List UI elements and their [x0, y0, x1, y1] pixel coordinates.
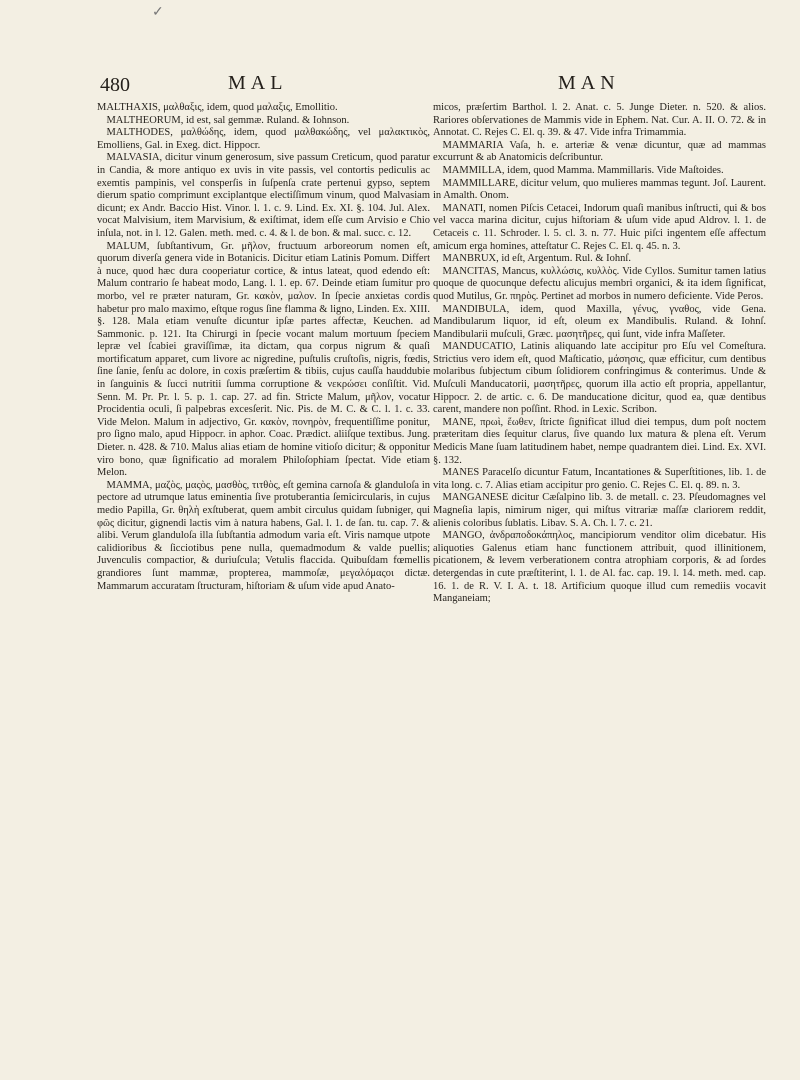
- entry-mancitas: MANCITAS, Mancus, κυλλώσις, κυλλὸς. Vide Cyllos. Sumitur tamen latius quoque de quocunque defectu alicujus membri organici, & ita idem ſignificat, quod Mutilus, Gr. πηρὸς. Pertinet ad morbos in numero deficiente. Vide Peros.: [433, 265, 766, 302]
- pencil-check-mark: ✓: [152, 5, 164, 20]
- entry-mammillare: MAMMILLARE, dicitur velum, quo mulieres mammas tegunt. Joſ. Laurent. in Amalth. Onom.: [433, 177, 766, 202]
- entry-mandibula: MANDIBULA, idem, quod Maxilla, γένυς, γναθος, vide Gena. Mandibularum liquor, id eſt, oleum ex Mandibulis. Ruland. & Iohnſ. Mandibularii muſculi, Græc. μασητῆρες, qui ſunt, vide infra Maſſeter.: [433, 303, 766, 340]
- entry-malthodes: MALTHODES, μαλθώδης, idem, quod μαλθακώδης, vel μαλακτικὸς, Emolliens, Gal. in Exeg. dict. Hippocr.: [97, 127, 430, 151]
- running-head-right: MAN: [558, 72, 620, 94]
- entry-mammilla: MAMMILLA, idem, quod Mamma. Mammillaris. Vide Maſtoides.: [442, 164, 724, 176]
- entry-manducatio: MANDUCATIO, Latinis aliquando late accipitur pro Eſu vel Comeſtura. Strictius vero idem eſt, quod Maſticatio, μάσησις, quæ efficitur, cum dentibus molaribus ſubjectum cibum ſolidiorem confringimus & conterimus. Unde & Muſculi Manducatorii, μασητῆρες, quorum illa actio eſt propria, appellantur, Hippocr. 2. de artic. c. 6. De manducatione dicitur, quod ea, quæ dentibus carent, mandere non poſſint. Rhod. in Lexic. Scribon.: [433, 341, 766, 416]
- entry-manati: MANATI, nomen Piſcis Cetacei, Indorum quaſi manibus inſtructi, qui & bos vel vacca marina dicitur, cujus hiſtoriam & uſum vide apud Aldrov. l. 1. de Cetaceis c. 11. Schroder. l. 5. cl. 3. n. 77. Huic piſci ingentem eſſe affectum amicum erga homines, atteſtatur C. Rejes C. El. q. 45. n. 3.: [433, 202, 766, 252]
- entry-manganese: MANGANESE dicitur Cæſalpino lib. 3. de metall. c. 23. Pſeudomagnes vel Magneſia lapis, nimirum niger, qui miſtus vitrariæ maſſæ clariorem reddit, alienis coloribus ſublatis. Libav. S. A. Ch. l. 7. c. 21.: [433, 492, 766, 529]
- entry-manes: MANES Paracelſo dicuntur Fatum, Incantationes & Superſtitiones, lib. 1. de vita long. c. 7. Alias etiam accipitur pro genio. C. Rejes C. El. q. 89. n. 3.: [433, 467, 766, 491]
- entry-manbrux: MANBRUX, id eſt, Argentum. Rul. & Iohnſ.: [442, 253, 631, 265]
- entry-malvasia: MALVASIA, dicitur vinum generosum, sive passum Creticum, quod paratur in Candia, & more antiquo ex uvis in vite passis, vel contortis pediculis ac exemtis pampinis, vel consperſis in ſuſpenſa crate pertenui gypso, septem dierum spatio comprimunt exciplantque electiſſimum vinum, quod Malvasiam dicunt; ex Andr. Baccio Hist. Vinor. l. 1. c. 9. Lind. Ex. XI. §. 104. Jul. Alex. vocat Malvisium, item Marvisium, & exiſtimat, idem eſſe cum Arvisio e Chio inſula, not. in l. 12. Galen. meth. med. c. 4. & l. de bon. & mal. succ. c. 12.: [97, 152, 430, 239]
- entry-mane: MANE, πρωὶ, ἕωθεν, ſtricte ſignificat illud diei tempus, dum poſt noctem præteritam dies ſequitur clarus, ſive quando lux matura & plena eſt. Verum Medicis Mane ſuam latitudinem habet, nempe quadrantem diei. Lind. Ex. XVI. §. 132.: [433, 416, 766, 466]
- left-column: [97, 102, 430, 1062]
- page-number: 480: [100, 74, 130, 96]
- right-column: [433, 102, 766, 1062]
- entry-mamma-continued: micos, præſertim Barthol. l. 2. Anat. c. 5. Junge Dieter. n. 520. & alios. Rariores obſervationes de Mammis vide in Ephem. Nat. Cur. A. II. O. 72. & in Annotat. C. Rejes C. El. q. 39. & 47. Vide infra Trimammia.: [433, 102, 766, 139]
- entry-malthaxis: MALTHAXIS, μαλθαξις, idem, quod μαλαξις, Emollitio.: [97, 102, 338, 113]
- running-head-left: MAL: [228, 72, 288, 94]
- entry-maltheorum: MALTHEORUM, id est, sal gemmæ. Ruland. & Iohnson.: [106, 114, 350, 126]
- entry-mammaria: MAMMARIA Vaſa, h. e. arteriæ & venæ dicuntur, quæ ad mammas excurrunt & ab Anatomicis deſcribuntur.: [433, 139, 766, 164]
- entry-mango: MANGO, ἀνδραποδοκάπηλος, mancipiorum venditor olim dicebatur. His aliquoties Galenus etiam hanc functionem attribuit, quod illinitionem, picationem, & levem verberationem contra atrophiam corporis, & ad ſordes detergendas in cute præſtiterint, l. 1. de Al. fac. cap. 19. l. 14. meth. med. cap. 16. 1. de R. V. I. A. t. 18. Artificium quoque illud cum remediis vocavit Manganeiam;: [433, 530, 766, 605]
- entry-malum: MALUM, ſubſtantivum, Gr. μῆλον, fructuum arboreorum nomen eſt, quorum diverſa genera vide in Botanicis. Dicitur etiam Latinis Pomum. Differt à nuce, quod hæc dura cooperiatur cortice, & intus lateat, quod edendo eſt: Malum contrario ſe habeat modo, Lang. l. 1. ep. 67. Deinde etiam ſumitur pro morbo, vel re præter naturam, Gr. κακὸν, μαλον. In ſpecie anxietas cordis habetur pro malo maximo, eſtque rogus ſine flamma & ligno, Linden. Ex. XIII. §. 128. Mala etiam venuſte dicuntur ipſæ partes affectæ, Keuchen. ad Sammonic. p. 121. Ita Chirurgi in ſpecie vocant malum mortuum ſpeciem lepræ vel ſcabiei graviſſimæ, ita dictam, qua corpus nigrum & quaſi mortificatum apparet, cum livore ac nigredine, puſtulis cruſtoſis, nigris, fœdis, ſine ſanie, ſenſu ac dolore, in coxis præſertim & tibiis, cujus cauſſa hauddubie in ſanguinis & ſucci nutritii ſumma corruptione & νεκρώσει conſiſtit. Vid. Senn. M. Pr. Pr. l. 5. p. 1. cap. 27. ad fin. Stricte Malum, μῆλον, vocatur Procidentia oculi, ſi palpebras excesſerit. Nic. Pis. de M. C. & C. l. 1. c. 33. Vide Melon. Malum in adjectivo, Gr. κακὸν, πονηρὸν, frequentiſſime ponitur, pro ſigno malo, apud Hippocr. in aphor. Coac. Prædict. aliiſque textibus. Jung. Dieter. n. 428. & 710. Malus alias etiam de homine vitioſo dicitur; & opponitur viro bono, quæ ſignificatio ad moralem Philoſophiam ſpectat. Vide etiam Melon.: [97, 240, 430, 479]
- entry-mamma: MAMMA, μαζὸς, μαςὸς, μασθὸς, τιτθὸς, eſt gemina carnoſa & glanduloſa in pectore ad utrumque latus eminentia ſive protuberantia ſemicircularis, in cujus medio Papilla, Gr. θηλὴ exſtuberat, quem ambit circulus quidam ſubniger, qui φῶς dicitur, gignendi lactis vim à natura habens, Gal. l. 1. de ſan. tu. cap. 7. & alibi. Verum glanduloſa illa ſubſtantia admodum varia eſt. Viris namque utpote calidioribus & ſicciotibus pene nulla, quemadmodum & valde puellis; Juvenculis compactior, & duriuſcula; Vetulis flaccida. Quibuſdam fœmellis grandiores ſunt mammæ, propterea, mammoſæ, μεγαλόμαςοι dictæ. Mammarum accuratam ſtructuram, hiſtoriam & uſum vide apud Anato-: [97, 479, 430, 592]
